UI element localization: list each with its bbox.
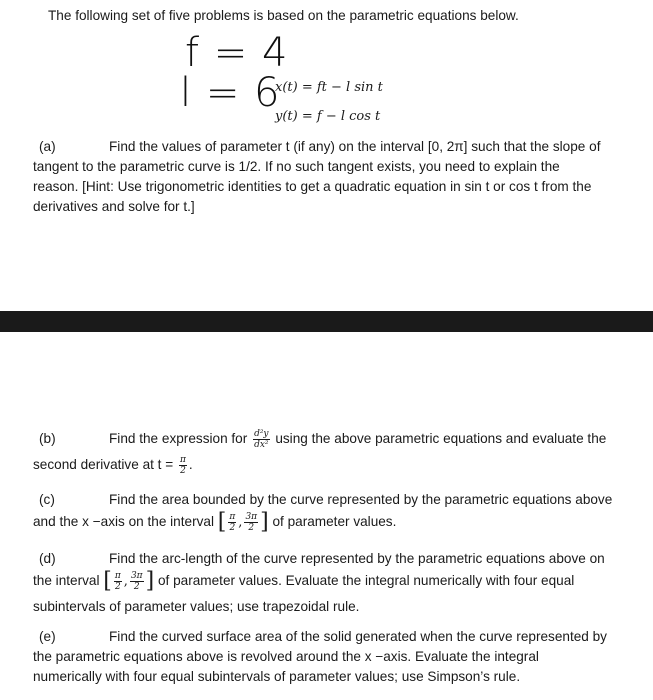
part-e-line-3: numerically with four equal subintervals of parameter values; use Simpson’s rule. (33, 669, 521, 684)
part-b: (b) Find the expression for $\frac{\text{d²y}}{\text{dx²}}$ using the above parametric equations and evaluate the second derivative at t = $\frac{\pi}{2}$ . (33, 426, 633, 474)
intro-text: The following set of five problems is based on the parametric equations below. (48, 8, 519, 23)
part-c-line-2-post: of parameter values. (272, 514, 397, 529)
part-b-line-1-pre: Find the expression for (109, 431, 248, 446)
part-d-line-2-pre: the interval (33, 573, 100, 588)
part-d-line-1: Find the arc-length of the curve represented by the parametric equations above on (109, 551, 605, 566)
interval-bracket-right: ] (145, 568, 155, 594)
interval-end-den: 2 (133, 581, 140, 592)
handwritten-f-value: f = 4 (185, 30, 289, 76)
t-value-fraction (179, 455, 187, 476)
equation-y: y(t) = f − l cos t (275, 109, 381, 124)
interval-start-num: π (229, 511, 236, 522)
part-c-line-1: Find the area bounded by the curve represented by the parametric equations above (109, 492, 613, 507)
handwritten-l-value: l = 6 (180, 70, 281, 116)
part-b-line-1-post: using the above parametric equations and evaluate the (275, 431, 607, 446)
part-d-line-3: subintervals of parameter values; use trapezoidal rule. (33, 599, 360, 614)
part-a-line-4: derivatives and solve for t.] (33, 199, 195, 214)
part-e-label: (e) (39, 629, 56, 644)
pi-denominator: 2 (180, 465, 186, 476)
part-a-line-1: Find the values of parameter t (if any) on the interval [0, 2π] such that the slope of (109, 139, 601, 154)
deriv-denominator: dx² (254, 439, 269, 450)
part-a-line-3: reason. [Hint: Use trigonometric identities to get a quadratic equation in sin t or cos t from the (33, 179, 592, 194)
interval-start-num: π (114, 570, 121, 581)
interval-bracket-right: ] (260, 509, 269, 535)
part-b-label: (b) (39, 431, 56, 446)
interval-end (244, 512, 258, 533)
part-c-line-2-pre: and the x −axis on the interval (33, 514, 214, 529)
interval-end-num: 3π (130, 570, 143, 581)
second-derivative-fraction (253, 429, 269, 450)
interval-start (114, 571, 122, 592)
interval-start-den: 2 (114, 581, 121, 592)
part-a-line-2: tangent to the parametric curve is 1/2. If no such tangent exists, you need to explain the (33, 159, 560, 174)
interval-end-num: 3π (245, 511, 258, 522)
deriv-numerator: d²y (254, 428, 269, 439)
interval-bracket-left: [ (217, 509, 227, 535)
equation-x: x(t) = ft − l sin t (275, 80, 383, 95)
interval-end-den: 2 (248, 522, 255, 533)
part-e-line-1: Find the curved surface area of the solid generated when the curve represented by (109, 629, 607, 644)
separator-bar (0, 311, 653, 332)
part-d: (d) Find the arc-length of the curve represented by the parametric equations above on the interval [ $\frac{\pi}{2}$ , $\frac{3\pi}{2}$ ] of parameter values. Evaluate the integral numerically with four equal subintervals of parameter values; use trapezoidal rule. (33, 548, 633, 616)
part-d-line-2-post: of parameter values. Evaluate the integral numerically with four equal (157, 573, 575, 588)
part-c: (c) Find the area bounded by the curve represented by the parametric equations above and the x −axis on the interval [ $\frac{\pi}{2}$ , $\frac{3\pi}{2}$ ] of parameter values. (33, 488, 633, 536)
pi-numerator: π (179, 454, 186, 465)
part-c-label: (c) (39, 492, 55, 507)
part-b-line-2-pre: second derivative at t = (33, 457, 174, 472)
interval-start-den: 2 (229, 522, 236, 533)
interval-start (228, 512, 236, 533)
part-a (33, 137, 633, 217)
part-e-line-2: the parametric equations above is revolved around the x −axis. Evaluate the integral (33, 649, 539, 664)
part-e (33, 627, 633, 687)
interval-end (130, 571, 144, 592)
interval-bracket-left: [ (103, 568, 112, 594)
part-d-label: (d) (39, 551, 56, 566)
part-a-label: (a) (39, 139, 56, 154)
